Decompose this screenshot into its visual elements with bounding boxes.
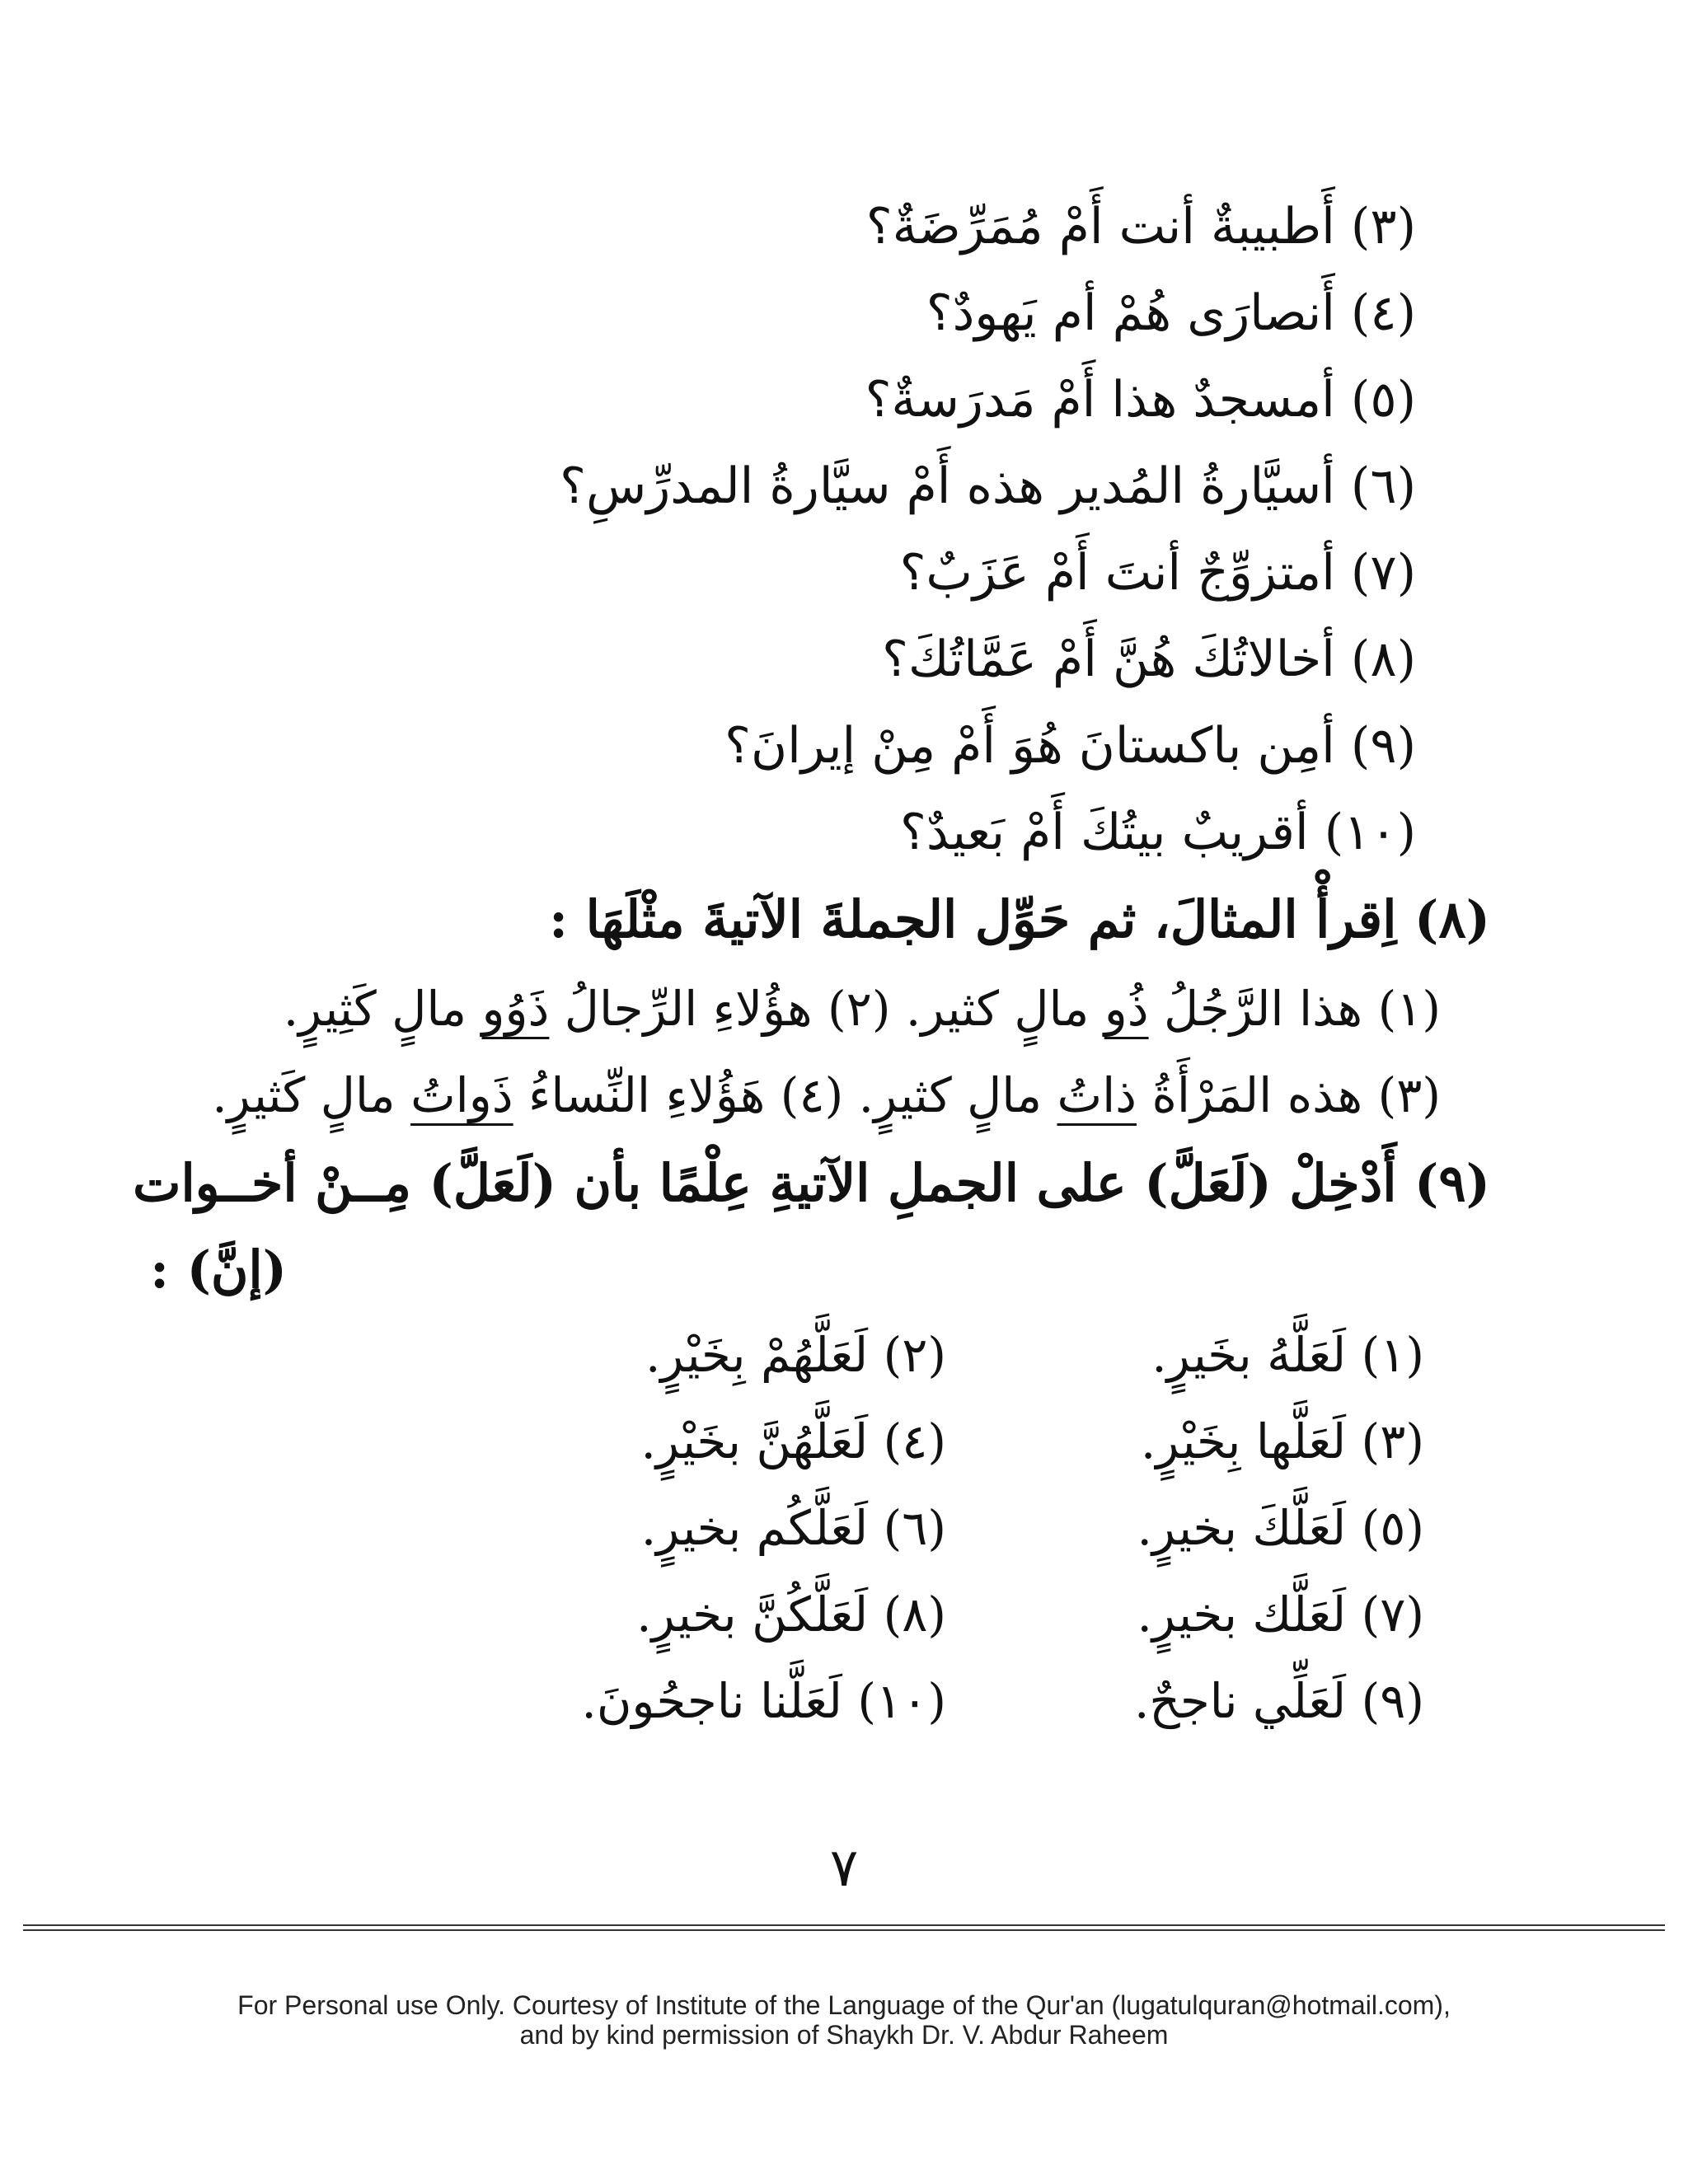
underlined-word: ذُو xyxy=(1104,981,1149,1037)
exercise-9-item: (٧) لَعَلَّك بخيرٍ. xyxy=(1137,1586,1424,1643)
question-line: (٤) أَنصارَى هُمْ أم يَهودٌ؟ xyxy=(926,284,1416,342)
underlined-word: ذاتُ xyxy=(1057,1067,1137,1123)
example-text: مالٍ كَثيرٍ. xyxy=(212,1067,411,1123)
question-line: (٥) أمسجدٌ هذا أَمْ مَدرَسةٌ؟ xyxy=(865,371,1416,429)
question-line: (٩) أمِن باكستانَ هُوَ أَمْ مِنْ إيرانَ؟ xyxy=(724,717,1416,775)
exercise-8-example-line xyxy=(212,1067,1441,1123)
underlined-word: ذَوُو xyxy=(481,981,550,1037)
example-text: مالٍ كثير. (٢) هؤُلاءِ الرِّجالُ xyxy=(549,981,1104,1037)
question-line: (٧) أمتزوِّجٌ أنتَ أَمْ عَزَبٌ؟ xyxy=(899,544,1416,602)
exercise-9-item: (٩) لَعَلِّي ناجحٌ. xyxy=(1133,1673,1424,1729)
page-number: ٧ xyxy=(829,1838,859,1899)
exercise-9-item: (٨) لَعَلَّكُنَّ بخيرٍ. xyxy=(636,1586,946,1643)
exercise-9-item: (١٠) لَعَلَّنا ناجحُونَ. xyxy=(581,1673,946,1729)
exercise-9-item: (٣) لَعَلَّها بِخَيْرٍ. xyxy=(1140,1413,1424,1469)
question-line: (٣) أَطبيبةٌ أنت أَمْ مُمَرِّضَةٌ؟ xyxy=(865,198,1416,255)
footer-line: For Personal use Only. Courtesy of Institute of the Language of the Qur'an (lugatulquran@hotmail.com), xyxy=(237,1990,1451,2020)
footer-line: and by kind permission of Shaykh Dr. V. Abdur Raheem xyxy=(519,2020,1169,2050)
exercise-9-item: (٤) لَعَلَّهُنَّ بخَيْرٍ. xyxy=(640,1413,946,1469)
exercise-9-item: (١) لَعَلَّهُ بخَيرٍ. xyxy=(1151,1327,1424,1383)
example-text: مالٍ كَثِيرٍ. xyxy=(283,981,482,1037)
underlined-word: ذَواتُ xyxy=(410,1067,513,1123)
exercise-9-item: (٦) لَعَلَّكُم بخيرٍ. xyxy=(640,1500,946,1556)
exercise-9-item: (٥) لَعَلَّكَ بخيرٍ. xyxy=(1137,1500,1424,1556)
exercise-9-heading: (٩) أَدْخِلْ (لَعَلَّ) على الجملِ الآتيةِ عِلْمًا بأن (لَعَلَّ) مِــنْ أخــوات xyxy=(133,1153,1490,1213)
question-line: (٨) أخالاتُكَ هُنَّ أَمْ عَمَّاتُكَ؟ xyxy=(882,630,1416,688)
exercise-8-heading: (٨) اِقرأْ المثالَ، ثم حَوِّل الجملةَ الآتيةَ مثْلَهَا : xyxy=(549,889,1490,949)
exercise-8-example-line xyxy=(283,981,1441,1037)
exercise-9-heading-line2: (إنَّ) : xyxy=(150,1240,287,1300)
divider xyxy=(23,1924,1665,1926)
example-text: مالٍ كثيرٍ. (٤) هَؤُلاءِ النِّساءُ xyxy=(513,1067,1057,1123)
example-text: (١) هذا الرَّجُلُ xyxy=(1148,981,1441,1037)
question-line: (٦) أسيَّارةُ المُدير هذه أَمْ سيَّارةُ المدرِّسِ؟ xyxy=(560,457,1416,515)
example-text: (٣) هذه المَرْأَةُ xyxy=(1137,1067,1441,1123)
divider xyxy=(23,1929,1665,1931)
footer xyxy=(0,1990,1688,2050)
exercise-9-item: (٢) لَعَلَّهُمْ بِخَيْرٍ. xyxy=(645,1327,946,1383)
question-line: (١٠) أقريبٌ بيتُكَ أَمْ بَعيدٌ؟ xyxy=(899,804,1416,861)
